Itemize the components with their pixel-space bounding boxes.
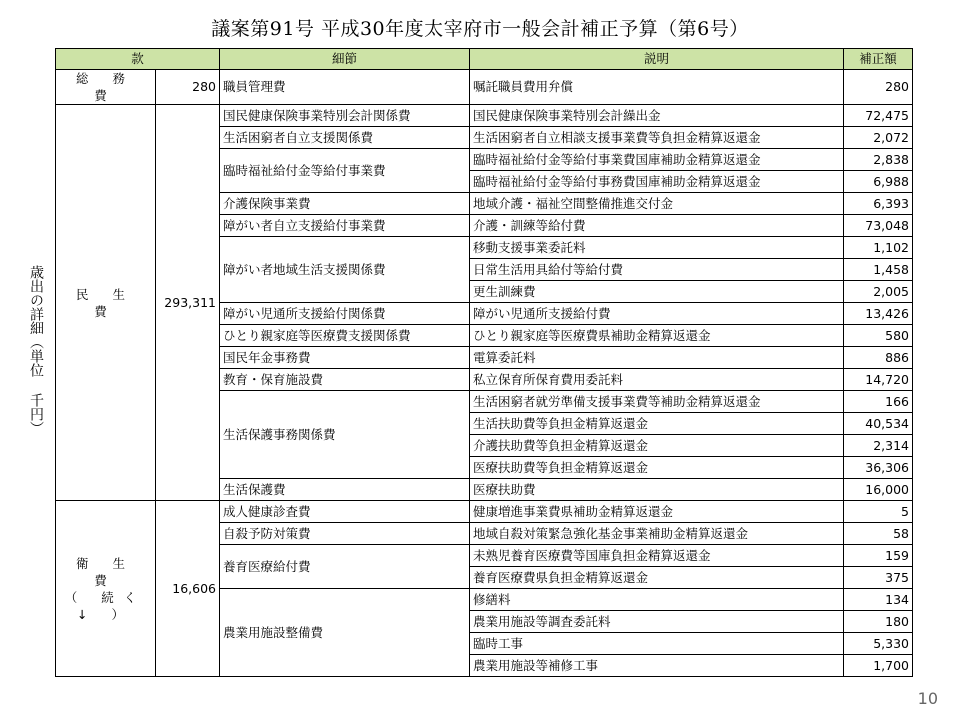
setsu-cell: 介護保険事業費 [220, 193, 470, 215]
description-cell: 生活困窮者就労準備支援事業費等補助金精算返還金 [470, 391, 844, 413]
setsu-cell: 生活保護費 [220, 479, 470, 501]
amount-cell: 134 [844, 589, 913, 611]
description-cell: 電算委託料 [470, 347, 844, 369]
amount-cell: 6,988 [844, 171, 913, 193]
setsu-cell: 障がい者自立支援給付事業費 [220, 215, 470, 237]
header-kan: 款 [56, 49, 220, 70]
setsu-cell: 生活困窮者自立支援関係費 [220, 127, 470, 149]
description-cell: 臨時福祉給付金等給付事務費国庫補助金精算返還金 [470, 171, 844, 193]
description-cell: 養育医療費県負担金精算返還金 [470, 567, 844, 589]
setsu-cell: ひとり親家庭等医療費支援関係費 [220, 325, 470, 347]
table-row [56, 501, 913, 523]
setsu-cell: 成人健康診査費 [220, 501, 470, 523]
description-cell: 農業用施設等補修工事 [470, 655, 844, 677]
amount-cell: 180 [844, 611, 913, 633]
description-cell: 未熟児養育医療費等国庫負担金精算返還金 [470, 545, 844, 567]
description-cell: 医療扶助費等負担金精算返還金 [470, 457, 844, 479]
kan-cell: 総 務 費 [56, 70, 156, 105]
kan-amount-cell: 16,606 [156, 501, 220, 677]
amount-cell: 886 [844, 347, 913, 369]
amount-cell: 6,393 [844, 193, 913, 215]
header-setsumei: 説明 [470, 49, 844, 70]
description-cell: 介護扶助費等負担金精算返還金 [470, 435, 844, 457]
description-cell: 地域自殺対策緊急強化基金事業補助金精算返還金 [470, 523, 844, 545]
amount-cell: 1,700 [844, 655, 913, 677]
page-number: 10 [917, 689, 938, 708]
amount-cell: 58 [844, 523, 913, 545]
setsu-cell: 教育・保育施設費 [220, 369, 470, 391]
header-setsu: 細節 [220, 49, 470, 70]
amount-cell: 5 [844, 501, 913, 523]
amount-cell: 166 [844, 391, 913, 413]
amount-cell: 40,534 [844, 413, 913, 435]
kan-amount-cell: 280 [156, 70, 220, 105]
amount-cell: 1,102 [844, 237, 913, 259]
setsu-cell: 職員管理費 [220, 70, 470, 105]
description-cell: 臨時福祉給付金等給付事業費国庫補助金精算返還金 [470, 149, 844, 171]
description-cell: 農業用施設等調査委託料 [470, 611, 844, 633]
side-label: 歳出の詳細（単位 千円） [28, 265, 44, 435]
budget-table [55, 48, 913, 677]
page-title: 議案第91号 平成30年度太宰府市一般会計補正予算（第6号） [211, 18, 749, 40]
table-body [56, 70, 913, 677]
amount-cell: 16,000 [844, 479, 913, 501]
description-cell: 健康増進事業費県補助金精算返還金 [470, 501, 844, 523]
setsu-cell: 国民健康保険事業特別会計関係費 [220, 105, 470, 127]
description-cell: 臨時工事 [470, 633, 844, 655]
kan-cell: 民 生 費 [56, 105, 156, 501]
description-cell: ひとり親家庭等医療費県補助金精算返還金 [470, 325, 844, 347]
description-cell: 嘱託職員費用弁償 [470, 70, 844, 105]
amount-cell: 2,314 [844, 435, 913, 457]
amount-cell: 2,005 [844, 281, 913, 303]
setsu-cell: 障がい者地域生活支援関係費 [220, 237, 470, 303]
amount-cell: 2,072 [844, 127, 913, 149]
amount-cell: 36,306 [844, 457, 913, 479]
amount-cell: 72,475 [844, 105, 913, 127]
setsu-cell: 農業用施設整備費 [220, 589, 470, 677]
amount-cell: 580 [844, 325, 913, 347]
amount-cell: 14,720 [844, 369, 913, 391]
description-cell: 更生訓練費 [470, 281, 844, 303]
setsu-cell: 障がい児通所支援給付関係費 [220, 303, 470, 325]
description-cell: 介護・訓練等給付費 [470, 215, 844, 237]
setsu-cell: 国民年金事務費 [220, 347, 470, 369]
amount-cell: 159 [844, 545, 913, 567]
description-cell: 生活扶助費等負担金精算返還金 [470, 413, 844, 435]
amount-cell: 73,048 [844, 215, 913, 237]
description-cell: 日常生活用具給付等給付費 [470, 259, 844, 281]
setsu-cell: 生活保護事務関係費 [220, 391, 470, 479]
amount-cell: 280 [844, 70, 913, 105]
table-row [56, 70, 913, 105]
description-cell: 私立保育所保育費用委託料 [470, 369, 844, 391]
amount-cell: 5,330 [844, 633, 913, 655]
description-cell: 医療扶助費 [470, 479, 844, 501]
kan-amount-cell: 293,311 [156, 105, 220, 501]
setsu-cell: 臨時福祉給付金等給付事業費 [220, 149, 470, 193]
description-cell: 地域介護・福祉空間整備推進交付金 [470, 193, 844, 215]
amount-cell: 375 [844, 567, 913, 589]
description-cell: 国民健康保険事業特別会計繰出金 [470, 105, 844, 127]
kan-cell: 衛 生 費 （ 続く↓ ） [56, 501, 156, 677]
description-cell: 障がい児通所支援給付費 [470, 303, 844, 325]
setsu-cell: 自殺予防対策費 [220, 523, 470, 545]
setsu-cell: 養育医療給付費 [220, 545, 470, 589]
amount-cell: 13,426 [844, 303, 913, 325]
description-cell: 修繕料 [470, 589, 844, 611]
table-header-row [56, 49, 913, 70]
table-row [56, 105, 913, 127]
header-amount: 補正額 [844, 49, 913, 70]
description-cell: 生活困窮者自立相談支援事業費等負担金精算返還金 [470, 127, 844, 149]
description-cell: 移動支援事業委託料 [470, 237, 844, 259]
amount-cell: 1,458 [844, 259, 913, 281]
amount-cell: 2,838 [844, 149, 913, 171]
